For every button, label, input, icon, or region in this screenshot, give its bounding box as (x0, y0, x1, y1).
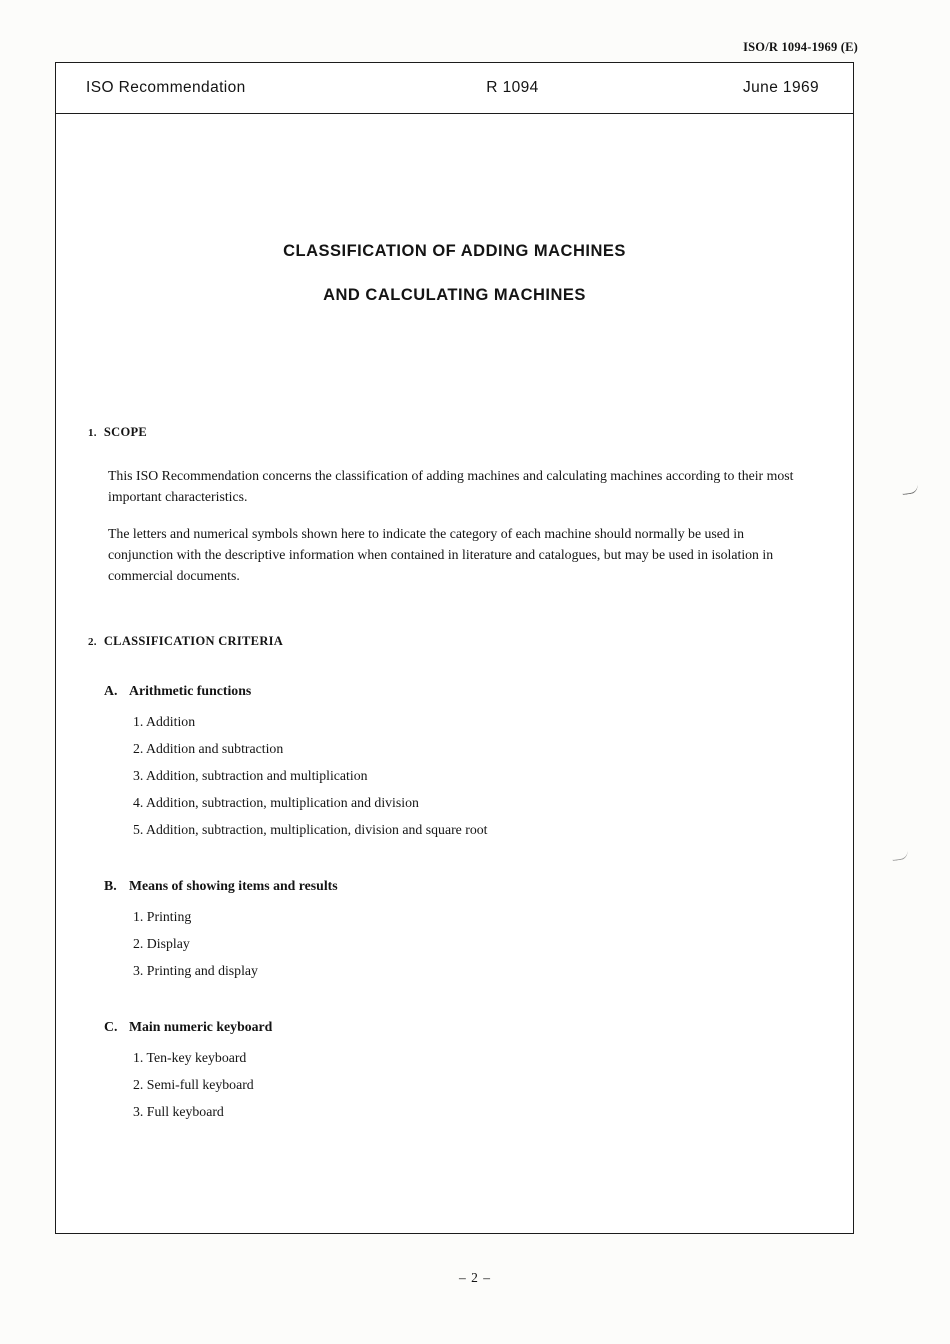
scope-paragraph-1: This ISO Recommendation concerns the classification of adding machines and calculating machines according to their most important characteristics. (108, 468, 794, 504)
scan-artifact (892, 851, 909, 861)
document-reference: ISO/R 1094-1969 (E) (743, 40, 858, 54)
header-standard-number: R 1094 (486, 79, 539, 96)
list-item: 2. Addition and subtraction (133, 741, 284, 757)
section-criteria-number: 2. (88, 636, 97, 649)
group-a-items (133, 712, 853, 840)
group-c-title: Main numeric keyboard (129, 1019, 273, 1035)
list-item: 3. Printing and display (133, 963, 258, 979)
list-item: 5. Addition, subtraction, multiplication, division and square root (133, 822, 488, 838)
section-criteria-heading (88, 634, 853, 649)
criteria-group-main-numeric-keyboard (104, 1019, 853, 1122)
group-a-heading (104, 683, 853, 699)
group-b-items (133, 907, 853, 981)
page-frame (55, 62, 854, 1234)
list-item: 1. Ten-key keyboard (133, 1050, 247, 1066)
list-item: 2. Display (133, 936, 190, 952)
page-number: – 2 – (459, 1270, 491, 1285)
group-b-title: Means of showing items and results (129, 878, 338, 894)
section-scope-title: SCOPE (103, 425, 148, 439)
section-scope (56, 425, 853, 586)
title-line-2: AND CALCULATING MACHINES (323, 286, 586, 304)
list-item: 1. Addition (133, 714, 196, 730)
group-b-letter: B. (104, 878, 117, 894)
group-a-letter: A. (104, 683, 118, 699)
title-line-1: CLASSIFICATION OF ADDING MACHINES (283, 242, 626, 260)
list-item: 3. Addition, subtraction and multiplication (133, 768, 368, 784)
section-scope-heading (88, 425, 853, 440)
section-scope-number: 1. (88, 427, 97, 439)
list-item: 3. Full keyboard (133, 1104, 224, 1120)
group-c-items (133, 1048, 853, 1122)
list-item: 2. Semi-full keyboard (133, 1077, 254, 1093)
group-c-letter: C. (104, 1019, 118, 1035)
section-criteria-title: CLASSIFICATION CRITERIA (103, 634, 284, 649)
list-item: 1. Printing (133, 909, 192, 925)
header-recommendation-label: ISO Recommendation (86, 79, 246, 96)
section-classification-criteria (56, 634, 853, 1122)
group-b-heading (104, 878, 853, 894)
scope-paragraph-2: The letters and numerical symbols shown here to indicate the category of each machine should normally be used in conjunction with the descriptive information when contained in literature and catalogues, but may be used in isolation in commercial documents. (108, 526, 774, 583)
group-c-heading (104, 1019, 853, 1035)
list-item: 4. Addition, subtraction, multiplication and division (133, 795, 419, 811)
group-a-title: Arithmetic functions (129, 683, 252, 699)
criteria-group-arithmetic-functions (104, 683, 853, 840)
criteria-group-showing-items-results (104, 878, 853, 981)
document-title (56, 242, 853, 305)
document-header (56, 63, 853, 114)
scan-artifact (902, 485, 919, 495)
header-date: June 1969 (743, 79, 819, 96)
